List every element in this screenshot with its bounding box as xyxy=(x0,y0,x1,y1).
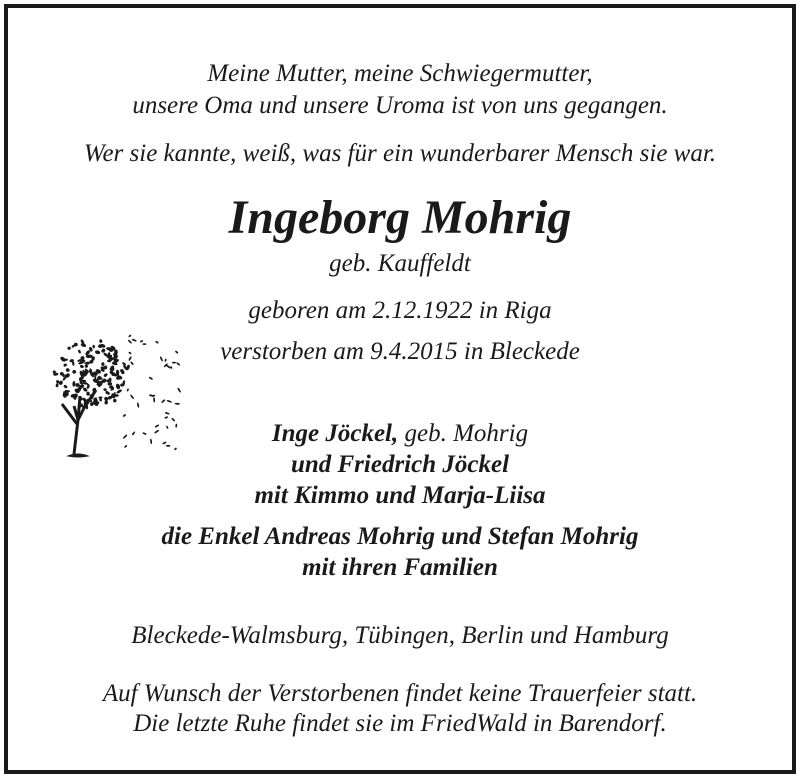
death-info: verstorben am 9.4.2015 in Bleckede xyxy=(220,338,580,365)
birth-info: geboren am 2.12.1922 in Riga xyxy=(248,297,552,324)
maiden-name: geb. Kauffeldt xyxy=(329,250,471,277)
mourner-line-4: die Enkel Andreas Mohrig und Stefan Mohrig xyxy=(161,523,639,550)
deceased-name: Ingeborg Mohrig xyxy=(228,191,572,244)
intro-line-2: unsere Oma und unsere Uroma ist von uns gegangen. xyxy=(132,92,668,119)
intro-line-3: Wer sie kannte, weiß, was für ein wunderbarer Mensch sie war. xyxy=(83,140,717,167)
places-line: Bleckede-Walmsburg, Tübingen, Berlin und Hamburg xyxy=(131,622,669,649)
intro-line-1: Meine Mutter, meine Schwiegermutter, xyxy=(207,60,593,87)
mourner-name: Inge Jöckel, xyxy=(271,420,399,447)
obituary-notice xyxy=(4,4,796,774)
mourner-maiden: geb. Mohrig xyxy=(398,420,529,447)
mourner-line-1 xyxy=(8,420,792,448)
mourner-line-3: mit Kimmo und Marja-Liisa xyxy=(254,482,546,509)
mourner-line-2: und Friedrich Jöckel xyxy=(290,451,510,478)
mourner-line-5: mit ihren Familien xyxy=(302,554,498,581)
footer-line-1: Auf Wunsch der Verstorbenen findet keine Trauerfeier statt. xyxy=(102,680,698,707)
footer-line-2: Die letzte Ruhe findet sie im FriedWald in Barendorf. xyxy=(133,710,667,737)
